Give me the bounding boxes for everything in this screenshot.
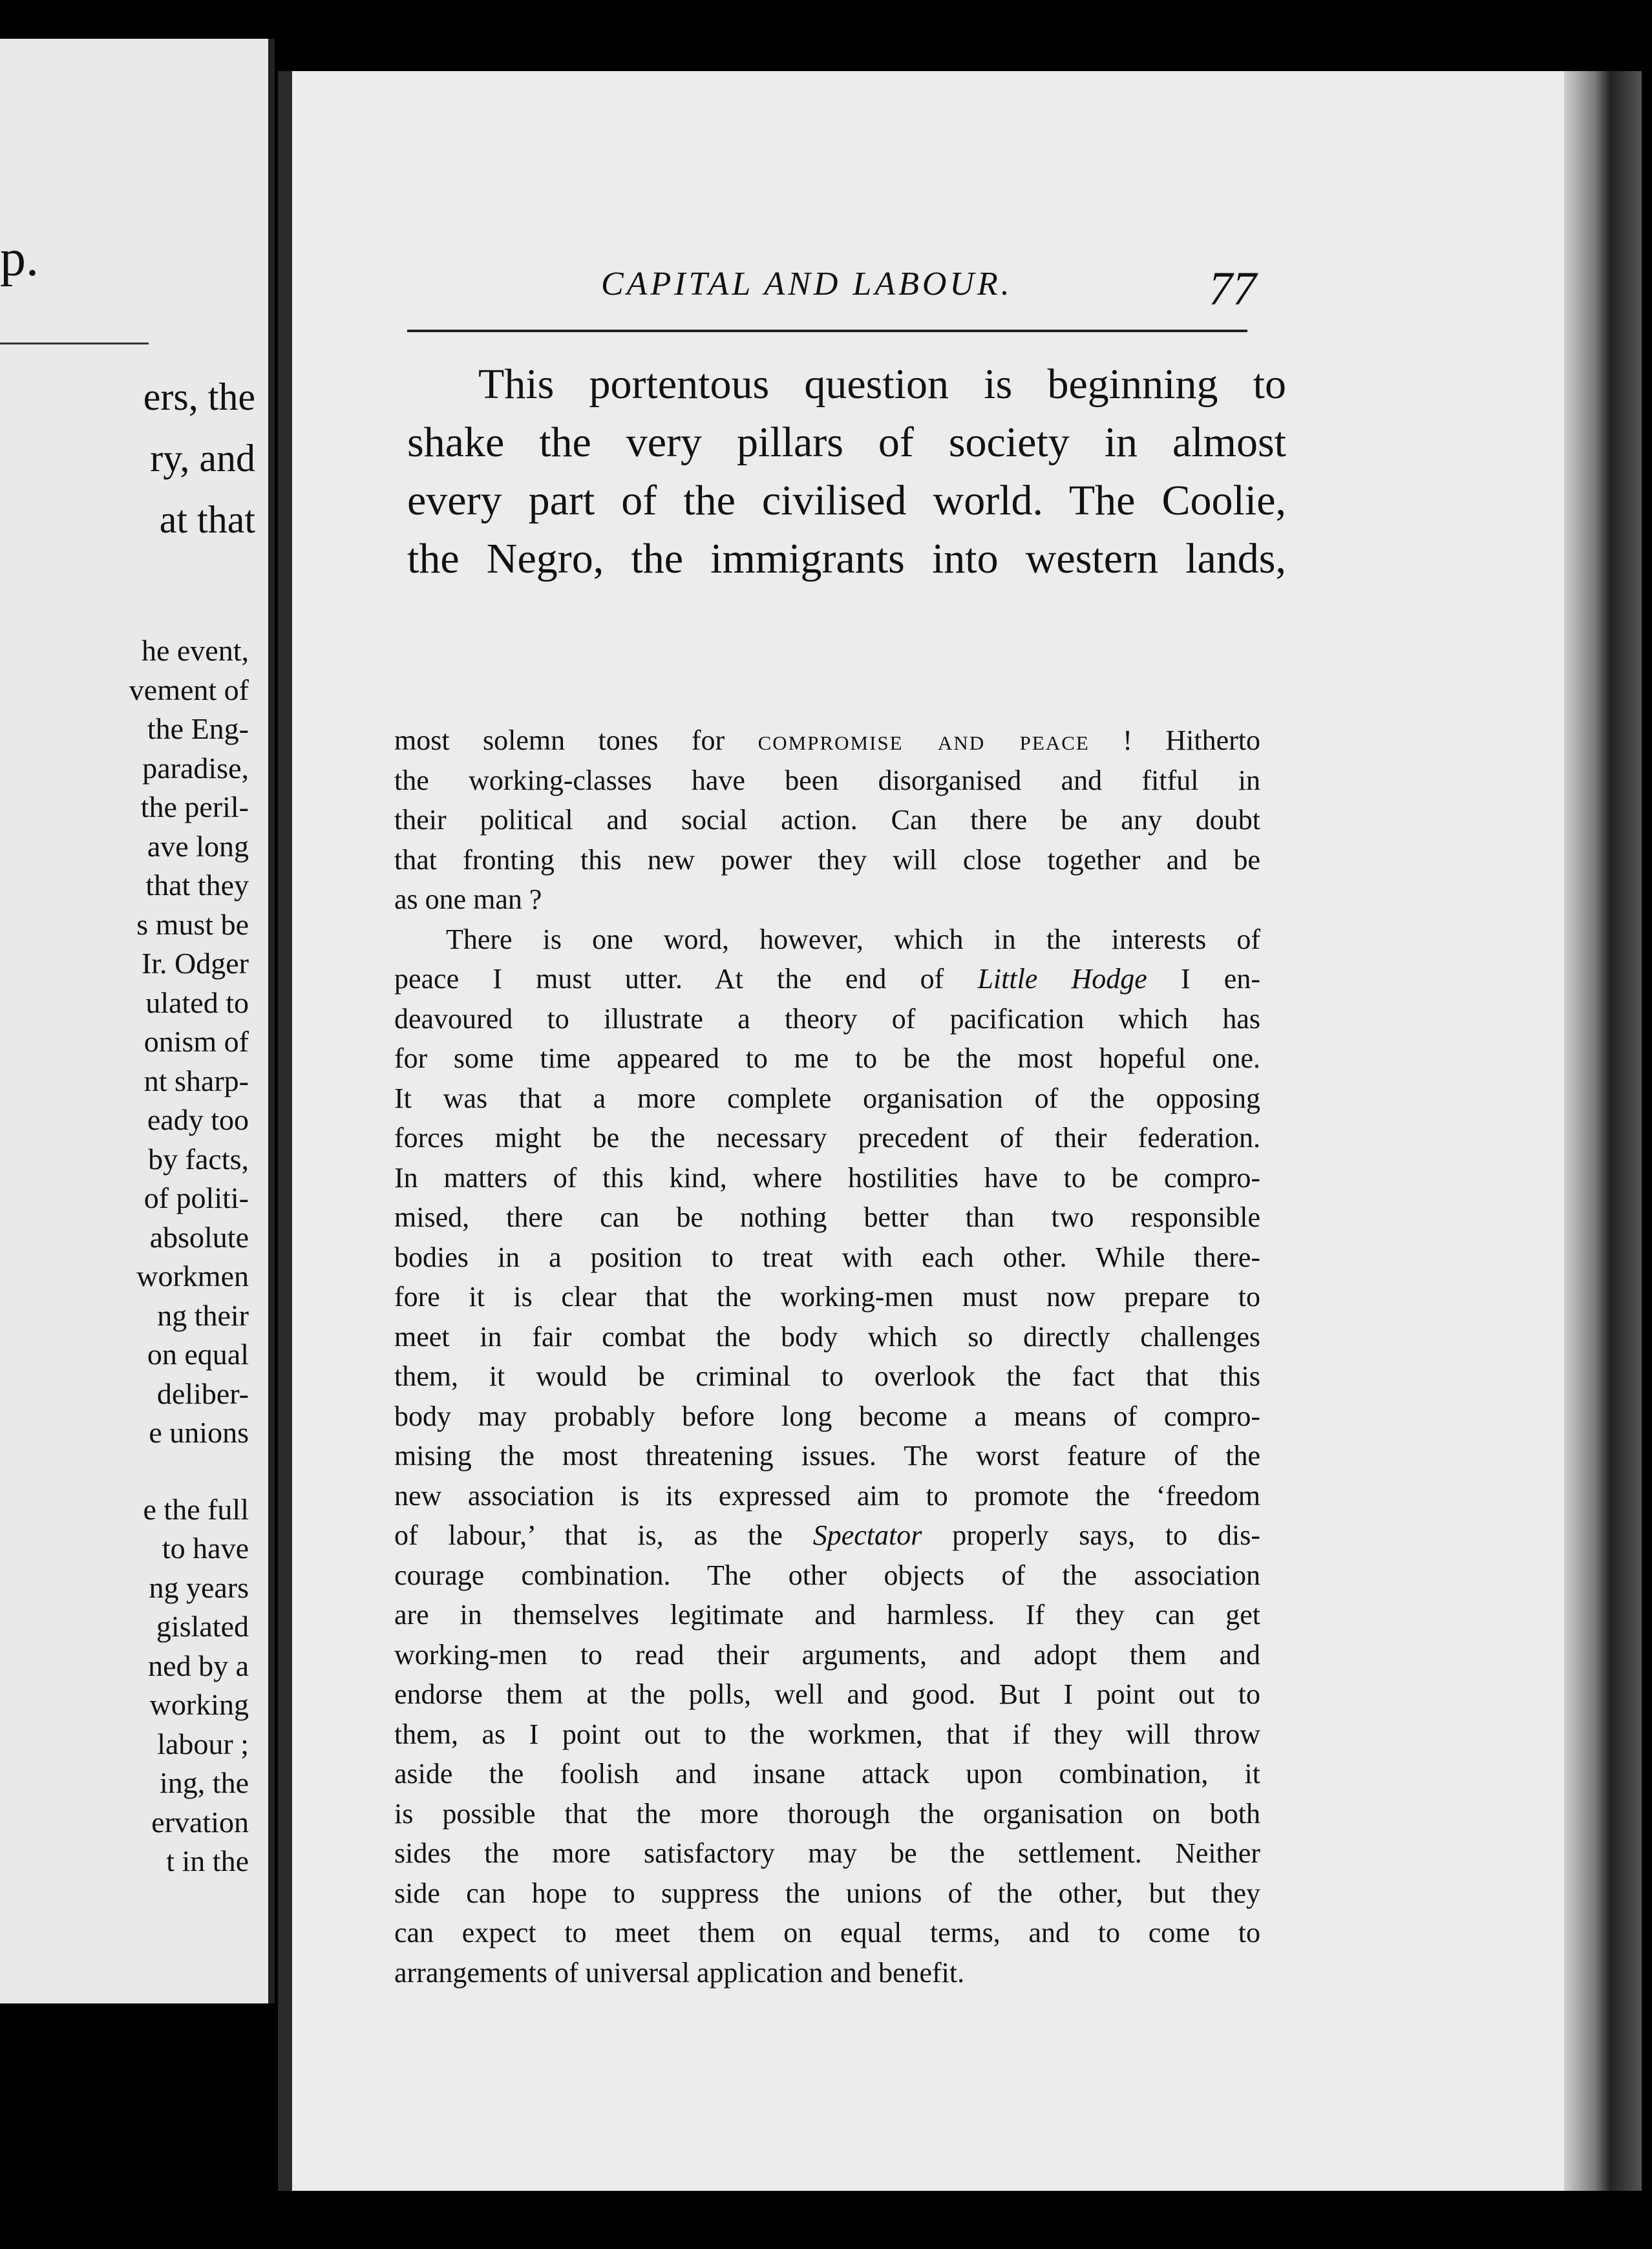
left-page-line: workmen: [136, 1260, 249, 1293]
running-head: CAPITAL AND LABOUR.: [601, 266, 1013, 302]
body-line: courage combination. The other objects of the association: [394, 1559, 1260, 1591]
text-span: properly says, to dis-: [922, 1519, 1260, 1551]
left-page-line: the Eng-: [147, 712, 249, 745]
body-line: [394, 1515, 1260, 1556]
body-line: bodies in a position to treat with each other. While there-: [394, 1241, 1260, 1273]
gutter-shadow: [278, 71, 292, 2191]
body-line: that fronting this new power they will close together and be: [394, 843, 1260, 876]
body-line: There is one word, however, which in the interests of: [446, 923, 1260, 955]
body-line: is possible that the more thorough the organisation on both: [394, 1797, 1260, 1830]
left-page-line: ry, and: [150, 437, 255, 480]
left-page-line: that they: [145, 869, 249, 902]
right-page: [278, 71, 1642, 2191]
left-page-header: p.: [0, 230, 39, 287]
left-page-rule: [0, 343, 149, 344]
left-page-line: ers, the: [143, 375, 255, 418]
body-line: meet in fair combat the body which so directly challenges: [394, 1320, 1260, 1353]
body-line: working-men to read their arguments, and adopt them and: [394, 1638, 1260, 1671]
left-page-line: vement of: [129, 673, 249, 706]
small-caps-phrase: compromise and peace: [757, 724, 1090, 756]
body-line: endorse them at the polls, well and good. But I point out to: [394, 1678, 1260, 1710]
large-line: the Negro, the immigrants into western lands,: [407, 535, 1286, 582]
text-span: I en-: [1147, 963, 1260, 995]
left-page-line: labour ;: [157, 1727, 249, 1760]
left-page-line: s must be: [136, 907, 249, 941]
left-page-line: to have: [162, 1532, 249, 1565]
body-line: mising the most threatening issues. The worst feature of the: [394, 1440, 1260, 1472]
body-lines-group: [394, 999, 1260, 1516]
left-page-line: ned by a: [148, 1649, 249, 1682]
body-line: are in themselves legitimate and harmless. If they can get: [394, 1599, 1260, 1631]
left-page-line: working: [149, 1688, 249, 1721]
large-line: shake the very pillars of society in almost: [407, 419, 1286, 466]
page-edge: [1564, 71, 1642, 2191]
left-page-line: ulated to: [145, 986, 249, 1019]
body-line: sides the more satisfactory may be the settlement. Neither: [394, 1837, 1260, 1869]
large-line: every part of the civilised world. The Coolie,: [407, 477, 1286, 524]
left-page-line: gislated: [156, 1610, 249, 1643]
body-line: can expect to meet them on equal terms, and to come to: [394, 1917, 1260, 1948]
body-line: It was that a more complete organisation of the opposing: [394, 1082, 1260, 1114]
italic-title: Spectator: [812, 1519, 922, 1551]
left-page-line: ng years: [149, 1570, 249, 1604]
left-page-line: deliber-: [156, 1377, 249, 1410]
body-line: them, it would be criminal to overlook the fact that this: [394, 1360, 1260, 1392]
left-page-line: nt sharp-: [143, 1064, 249, 1097]
left-page-line: ervation: [151, 1805, 249, 1839]
italic-title: Little Hodge: [977, 963, 1147, 995]
left-page-line: t in the: [166, 1844, 249, 1877]
text-span: ! Hitherto: [1089, 724, 1260, 756]
left-page-line: on equal: [147, 1338, 249, 1371]
left-page-line: the peril-: [140, 790, 249, 823]
header-rule: [407, 330, 1247, 332]
left-page-line: at that: [159, 498, 255, 541]
left-page-line: of politi-: [143, 1181, 249, 1214]
left-page-line: eady too: [147, 1103, 249, 1136]
body-line: arrangements of universal application and benefit.: [394, 1956, 965, 1989]
text-span: peace I must utter. At the end of: [394, 963, 978, 995]
left-page-line: e the full: [143, 1492, 249, 1526]
body-line: aside the foolish and insane attack upon combination, it: [394, 1758, 1260, 1790]
left-page-line: paradise,: [142, 751, 249, 785]
large-paragraph: [407, 355, 1286, 588]
body-line: forces might be the necessary precedent of their federation.: [394, 1122, 1260, 1154]
body-line: as one man ?: [394, 883, 542, 915]
body-line: [394, 721, 1260, 761]
left-page-line: ng their: [157, 1298, 249, 1332]
body-line: In matters of this kind, where hostilities have to be compro-: [394, 1161, 1260, 1194]
body-line: fore it is clear that the working-men must now prepare to: [394, 1281, 1260, 1313]
left-page-line: absolute: [149, 1220, 249, 1254]
body-line: body may probably before long become a means of compro-: [394, 1400, 1260, 1432]
text-span: of labour,’ that is, as the: [394, 1519, 813, 1551]
left-page: [0, 39, 275, 2003]
body-line: mised, there can be nothing better than two responsible: [394, 1201, 1260, 1233]
body-line: side can hope to suppress the unions of the other, but they: [394, 1877, 1260, 1909]
body-line: deavoured to illustrate a theory of pacification which has: [394, 1002, 1260, 1035]
page-number: 77: [1209, 262, 1256, 315]
left-page-line: he event,: [141, 634, 249, 667]
left-page-line: ing, the: [160, 1766, 249, 1799]
body-text: [394, 721, 1260, 1992]
body-line: new association is its expressed aim to promote the ‘freedom: [394, 1479, 1260, 1512]
body-line: their political and social action. Can there be any doubt: [394, 804, 1260, 836]
body-line: the working-classes have been disorganised and fitful in: [394, 764, 1260, 796]
left-page-line: ave long: [147, 829, 249, 863]
left-page-line: Ir. Odger: [141, 947, 249, 980]
text-span: most solemn tones for: [394, 724, 758, 756]
body-line: [394, 959, 1260, 999]
body-line: for some time appeared to me to be the most hopeful one.: [394, 1042, 1260, 1074]
body-lines-group: [394, 1556, 1260, 1993]
left-page-line: e unions: [149, 1416, 249, 1449]
large-line: This portentous question is beginning to: [478, 361, 1286, 408]
left-page-line: onism of: [143, 1025, 249, 1058]
left-page-line: by facts,: [148, 1142, 249, 1176]
body-line: them, as I point out to the workmen, that if they will throw: [394, 1718, 1260, 1750]
